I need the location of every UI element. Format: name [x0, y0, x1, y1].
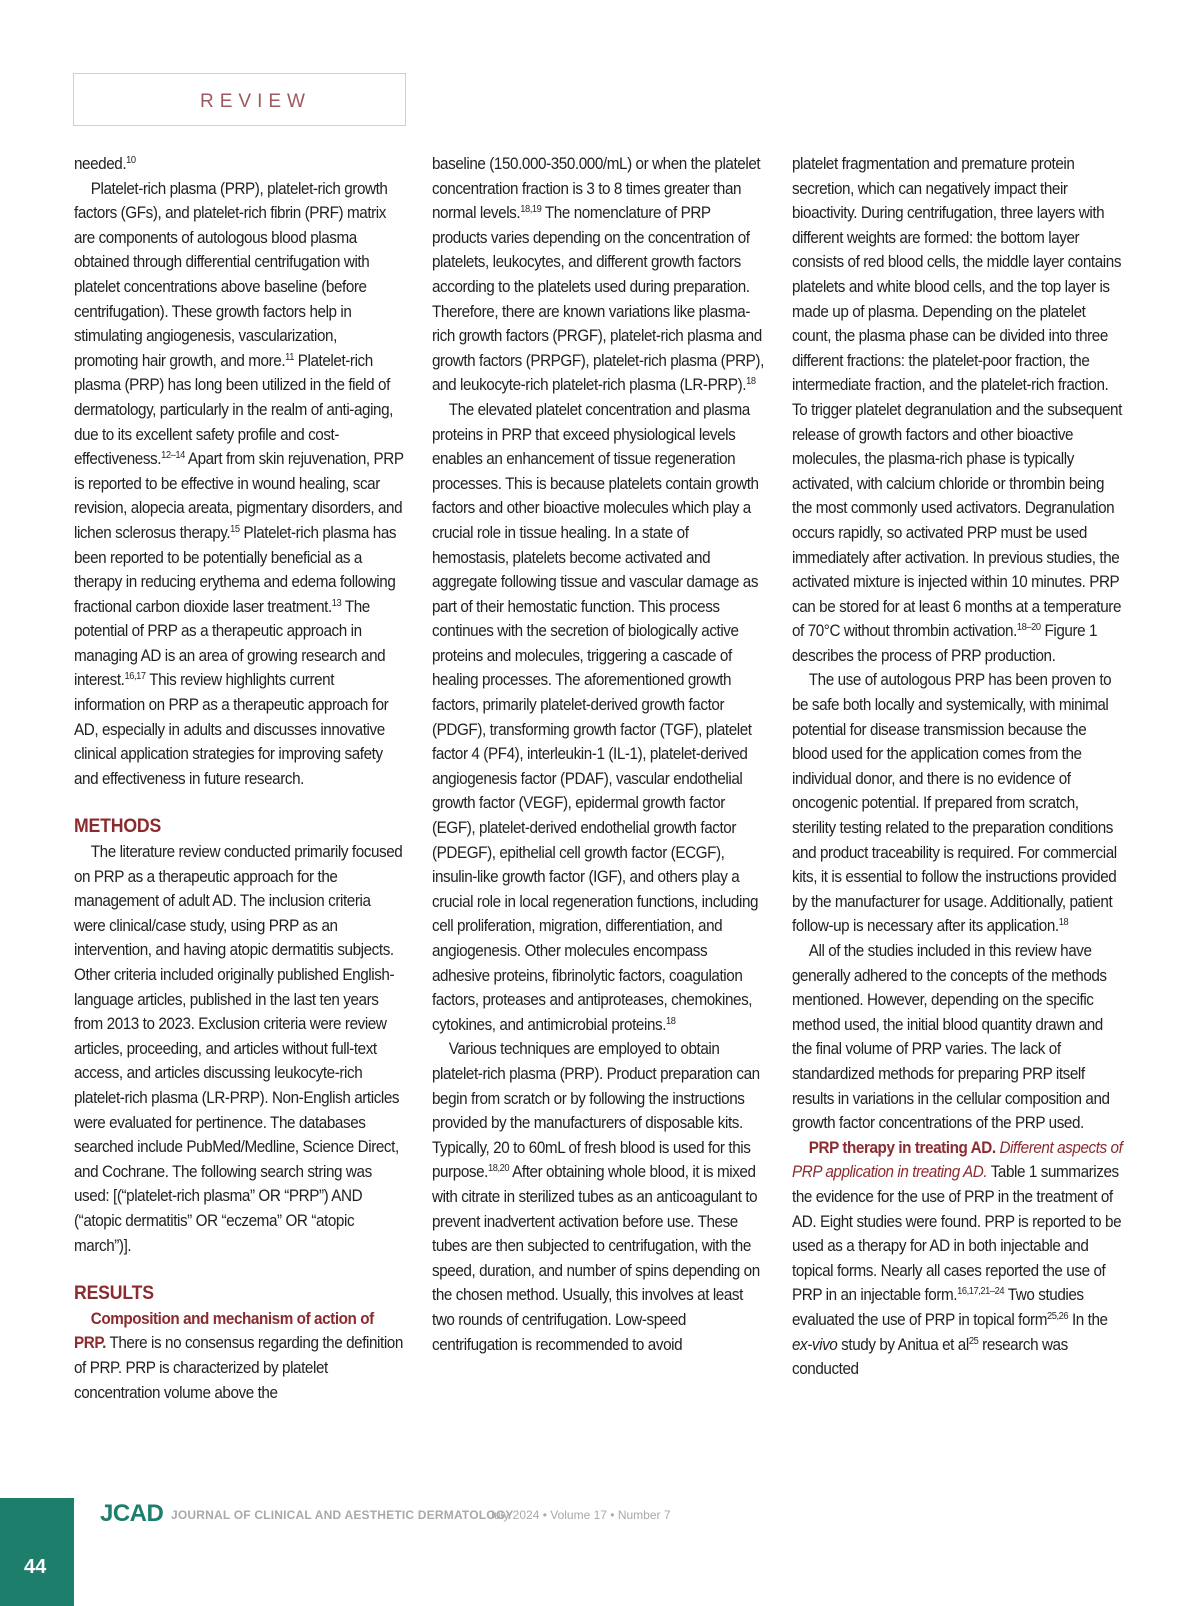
column-3 [792, 152, 1125, 1382]
subheading-italic: Different aspects of PRP application in treating AD. [792, 1138, 1123, 1182]
paragraph: The use of autologous PRP has been proven to be safe both locally and systemically, with minimal potential for disease transmission because the blood used for the application comes from the individual donor, and there is no evidence of oncogenic potential. If prepared from scratch, sterility testing related to the preparation conditions and product traceability is required. For commercial kits, it is essential to follow the instructions provided by the manufacturer for usage. Additionally, patient follow-up is necessary after its application.$^{18}$ [792, 671, 1117, 936]
column-2 [432, 152, 765, 1357]
paragraph: All of the studies included in this review have generally adhered to the concepts of the methods mentioned. However, depending on the specific method used, the initial blood quantity drawn and the final volume of PRP varies. The lack of standardized methods for preparing PRP itself results in variations in the cellular composition and growth factor concentrations of the PRP used. [792, 942, 1110, 1133]
page-number: 44 [24, 1556, 47, 1578]
paragraph: Platelet-rich plasma (PRP), platelet-rich growth factors (GFs), and platelet-rich fibrin (PRF) matrix are components of autologous blood plasma obtained through differential centrifugation with platelet concentrations above baseline (before centrifugation). These growth factors help in stimulating angiogenesis, vascularization, promoting hair growth, and more.$^{11}$ Platelet-rich plasma (PRP) has long been utilized in the field of dermatology, particularly in the realm of anti-aging, due to its excellent safety profile and cost-effectiveness.$^{12-14}$ Apart from skin rejuvenation, PRP is reported to be effective in wound healing, scar revision, alopecia areata, pigmentary disorders, and lichen sclerosus therapy.$^{15}$ Platelet-rich plasma has been reported to be potentially beneficial as a therapy in reducing erythema and edema following fractional carbon dioxide laser treatment.$^{13}$ The potential of PRP as a therapeutic approach in managing AD is an area of growing research and interest.$^{16,17}$ This review highlights current information on PRP as a therapeutic approach for AD, especially in adults and discusses innovative clinical application strategies for improving safety and effectiveness in future research. [74, 179, 404, 788]
journal-logo: JCAD [100, 1500, 164, 1527]
paragraph: Composition and mechanism of action of PRP. There is no consensus regarding the definition of PRP. PRP is characterized by platelet concentration volume above the [74, 1309, 403, 1402]
section-label: REVIEW [200, 91, 311, 112]
paragraph: Various techniques are employed to obtain platelet-rich plasma (PRP). Product preparation can begin from scratch or by following the instructions provided by the manufacturers of disposable kits. Typically, 20 to 60mL of fresh blood is used for this purpose.$^{18,20}$ After obtaining whole blood, it is mixed with citrate in sterilized tubes as an anticoagulant to prevent inadvertent activation before use. These tubes are then subjected to centrifugation, with the speed, duration, and number of spins depending on the chosen method. Usually, this involves at least two rounds of centrifugation. Low-speed centrifugation is recommended to avoid [432, 1040, 760, 1354]
journal-name: JOURNAL OF CLINICAL AND AESTHETIC DERMATOLOGY [171, 1508, 514, 1522]
results-heading: RESULTS [74, 1283, 154, 1305]
subheading: PRP therapy in treating AD. [808, 1138, 996, 1157]
journal-issue: July 2024 • Volume 17 • Number 7 [488, 1508, 671, 1522]
column-1 [74, 152, 404, 1405]
subheading: Composition and mechanism of action of PRP. [74, 1309, 374, 1353]
paragraph: The elevated platelet concentration and plasma proteins in PRP that exceed physiological levels enables an enhancement of tissue regeneration processes. This is because platelets contain growth factors and other bioactive molecules which play a crucial role in tissue healing. In a state of hemostasis, platelets become activated and aggregate following tissue and vascular damage as part of their hemostatic function. This process continues with the secretion of biologically active proteins and molecules, triggering a cascade of healing processes. The aforementioned growth factors, primarily platelet-derived growth factor (PDGF), transforming growth factor (TGF), platelet factor 4 (PF4), interleukin-1 (IL-1), platelet-derived angiogenesis factor (PDAF), vascular endothelial growth factor (VEGF), epidermal growth factor (EGF), platelet-derived endothelial growth factor (PDEGF), epithelial cell growth factor (ECGF), insulin-like growth factor (IGF), and others play a crucial role in local regeneration functions, including cell proliferation, migration, differentiation, and angiogenesis. Other molecules encompass adhesive proteins, fibrinolytic factors, coagulation factors, proteases and antiproteases, chemokines, cytokines, and antimicrobial proteins.$^{18}$ [432, 400, 759, 1034]
paragraph: needed.$^{10}$ [74, 155, 136, 173]
paragraph: The literature review conducted primarily focused on PRP as a therapeutic approach for the management of adult AD. The inclusion criteria were clinical/case study, using PRP as an intervention, and having atopic dermatitis subjects. Other criteria included originally published English-language articles, published in the last ten years from 2013 to 2023. Exclusion criteria were review articles, proceeding, and articles without full-text access, and articles discussing leukocyte-rich platelet-rich plasma (LR-PRP). Non-English articles were evaluated for pertinence. The databases searched include PubMed/Medline, Science Direct, and Cochrane. The following search string was used: [(“platelet-rich plasma” OR “PRP”) AND (“atopic dermatitis” OR “eczema” OR “atopic march”)]. [74, 843, 403, 1255]
methods-heading: METHODS [74, 816, 162, 838]
paragraph: platelet fragmentation and premature protein secretion, which can negatively impact their bioactivity. During centrifugation, three layers with different weights are formed: the bottom layer consists of red blood cells, the middle layer contains platelets and white blood cells, and the top layer is made up of plasma. Depending on the platelet count, the plasma phase can be divided into three different fractions: the platelet-poor fraction, the intermediate fraction, and the platelet-rich fraction. To trigger platelet degranulation and the subsequent release of growth factors and other bioactive molecules, the plasma-rich phase is typically activated, with calcium chloride or thrombin being the most commonly used activators. Degranulation occurs rapidly, so activated PRP must be used immediately after activation. In previous studies, the activated mixture is injected within 10 minutes. PRP can be stored for at least 6 months at a temperature of 70°C without thrombin activation.$^{18-20}$ Figure 1 describes the process of PRP production. [792, 155, 1122, 665]
paragraph: PRP therapy in treating AD. Different aspects of PRP application in treating AD. Table 1 summarizes the evidence for the use of PRP in the treatment of AD. Eight studies were found. PRP is reported to be used as a therapy for AD in both injectable and topical forms. Nearly all cases reported the use of PRP in an injectable form.$^{16,17,21-24}$ Two studies evaluated the use of PRP in topical form$^{25,26}$ In the ex-vivo study by Anitua et $al^{25}$ research was conducted [792, 1138, 1123, 1379]
paragraph: baseline (150.000-350.000/mL) or when the platelet concentration fraction is 3 to 8 times greater than normal levels.$^{18,19}$ The nomenclature of PRP products varies depending on the concentration of platelets, leukocytes, and different growth factors according to the platelets used during preparation. Therefore, there are known variations like plasma-rich growth factors (PRGF), platelet-rich plasma and growth factors (PRPGF), platelet-rich plasma (PRP), and leukocyte-rich platelet-rich plasma (LR-PRP).$^{18}$ [432, 155, 764, 395]
page-number-band [0, 1498, 74, 1606]
